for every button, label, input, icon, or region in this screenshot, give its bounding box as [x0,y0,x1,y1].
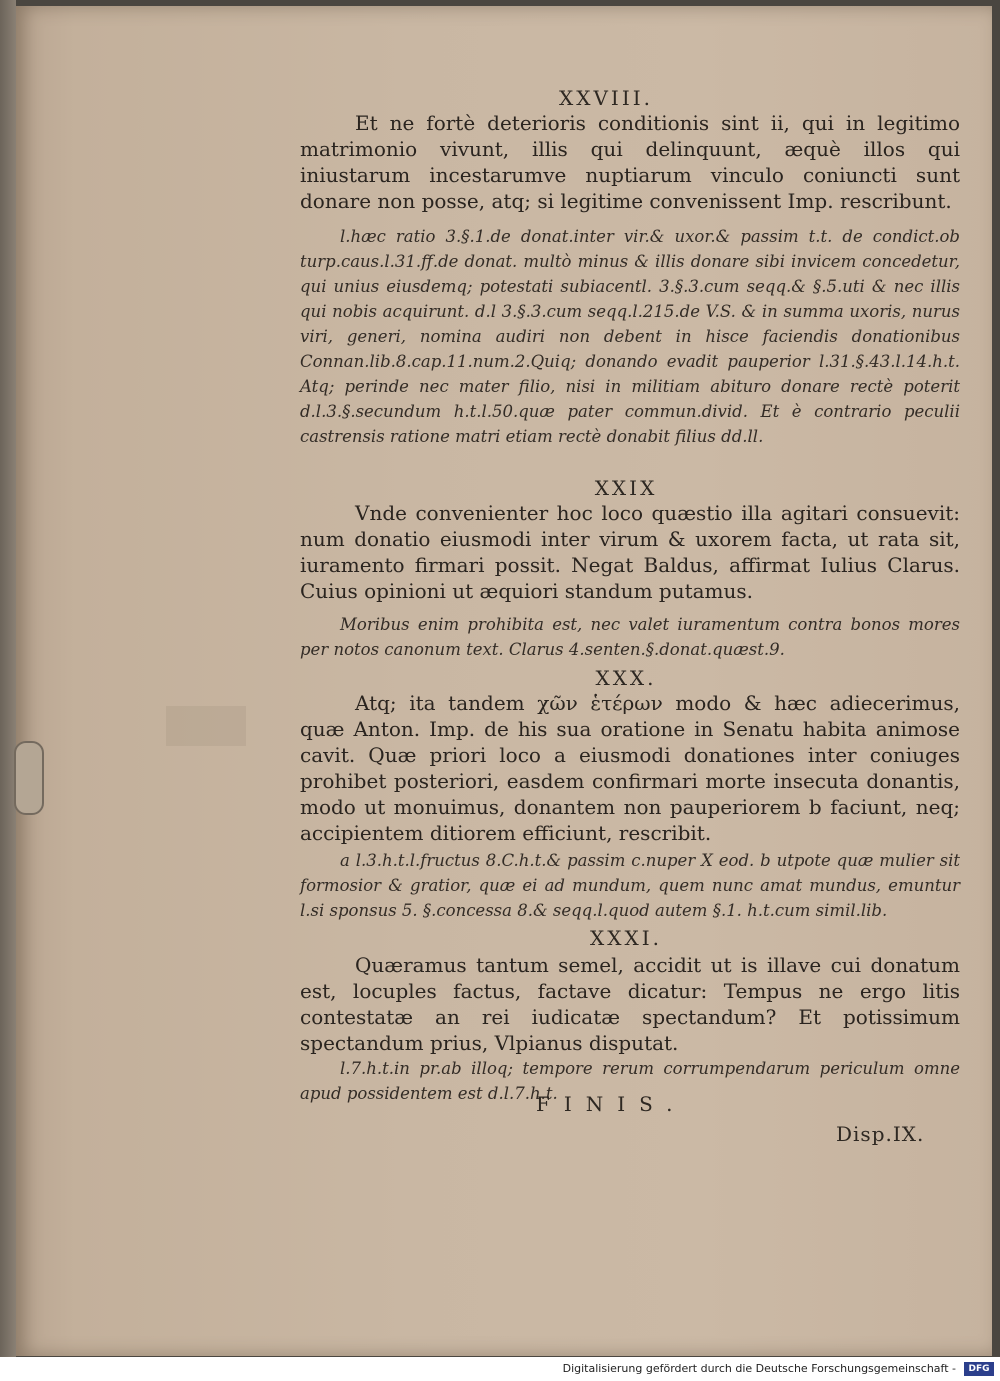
section-note: Moribus enim prohibita est, nec valet iuramentum contra bonos mores per notos canonum text. Clarus 4.senten.§.donat.quæst.9. [300,615,960,659]
footer-credit-text: Digitalisierung gefördert durch die Deutsche Forschungsgemeinschaft - [562,1362,956,1375]
section-heading: XXIX [594,476,658,500]
finis-text: FINIS. [536,1092,687,1116]
bleed-through-shadow [166,706,246,746]
section-heading: XXX. [595,666,657,690]
section-body: Atq; ita tandem χῶν ἑτέρων modo & hæc adiecerimus, quæ Anton. Imp. de his sua oratione in Senatu habita animose cavit. Quæ priori loco a eiusmodi donationes inter coniuges prohibet posteriori, easdem confirmari morte insecuta donantis, modo ut monuimus, donantem non pauperiorem b faciunt, neq; accipientem ditiorem efficiunt, rescribit. [300,691,960,845]
dfg-logo: DFG [964,1362,994,1376]
section-heading: XXXI. [590,926,662,950]
book-page [16,6,992,1356]
section-note: a l.3.h.t.l.fructus 8.C.h.t.& passim c.nuper X eod. b utpote quæ mulier sit formosior & gratior, quæ ei ad mundum, quem nunc amat mundus, emuntur l.si sponsus 5. §.concessa 8.& seqq.l.quod autem §.1. h.t.cum simil.lib. [300,851,960,920]
section-note: l.hæc ratio 3.§.1.de donat.inter vir.& uxor.& passim t.t. de condict.ob turp.caus.l.31.ff.de donat. multò minus & illis donare sibi invicem concedetur, qui unius eiusdemq; potestati subiacentl. 3.§.3.cum seqq.& §.5.uti & nec illis qui nobis acquirunt. d.l 3.§.3.cum seqq.l.215.de V.S. & in summa uxoris, nurus viri, generi, nomina audiri non debent in hisce faciendis donationibus Connan.lib.8.cap.11.num.2.Quiq; donando evadit pauperior l.31.§.43.l.14.h.t. Atq; perinde nec mater filio, nisi in militiam abituro donare rectè poterit d.l.3.§.secundum h.t.l.50.quæ pater commun.divid. Et è contrario peculii castrensis ratione matri etiam rectè donabit filius dd.ll. [300,227,960,446]
section-heading: XXVIII. [559,86,653,110]
page-edge-tab [14,741,44,815]
section-body: Quæramus tantum semel, accidit ut is illave cui donatum est, locuples factus, factave dicatur: Tempus ne ergo litis contestatæ an rei iudicatæ spectandum? Et potissimum spectandum prius, Vlpianus disputat. [300,953,960,1055]
section-body: Vnde convenienter hoc loco quæstio illa agitari consuevit: num donatio eiusmodi inter virum & uxorem facta, ut rata sit, iuramento firmari possit. Negat Baldus, affirmat Iulius Clarus. Cuius opinioni ut æquiori standum putamus. [300,501,960,603]
section-body: Et ne fortè deterioris conditionis sint ii, qui in legitimo matrimonio vivunt, illis qui delinquunt, æquè illos qui iniustarum incestarumve nuptiarum vinculo coniuncti sunt donare non posse, atq; si legitime convenissent Imp. rescribunt. [300,111,960,213]
book-gutter [0,0,16,1357]
digitization-footer [0,1359,1000,1381]
section-note: l.7.h.t.in pr.ab illoq; tempore rerum corrumpendarum periculum omne apud possidentem est d.l.7.h.t. [300,1059,960,1103]
catchword: Disp.IX. [836,1122,925,1146]
